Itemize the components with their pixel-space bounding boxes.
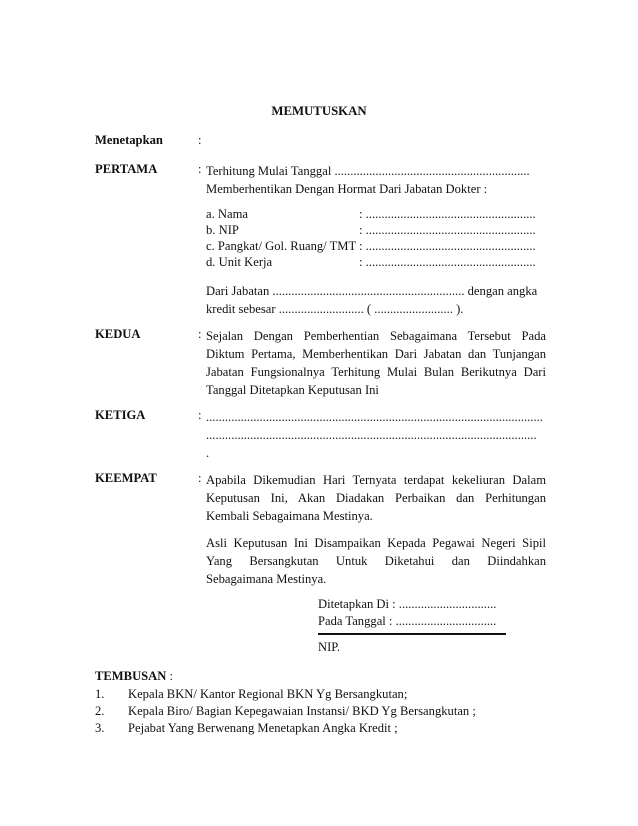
field-nama-label: a. Nama: [206, 207, 248, 221]
field-unit-kerja-label: d. Unit Kerja: [206, 255, 273, 269]
field-nip-label: b. NIP: [206, 223, 239, 237]
keempat-para2-line-3: Sebagaimana Mestinya.: [206, 572, 327, 586]
tembusan-label: TEMBUSAN: [95, 669, 167, 683]
ketiga-line-3: .: [206, 446, 210, 460]
kedua-line-2: Diktum Pertama, Memberhentikan Dari Jabatan dan Tunjangan: [206, 347, 546, 361]
jabatan-line-2: kredit sebesar ........................... ( ......................... ).: [206, 302, 464, 316]
pertama-label: PERTAMA: [95, 162, 158, 176]
keempat-para2-line-2: Yang Bersangkutan Untuk Diketahui dan Diindahkan: [206, 554, 546, 568]
tembusan-item-1: Kepala BKN/ Kantor Regional BKN Yg Bersangkutan;: [128, 687, 408, 701]
pertama-colon: :: [198, 162, 202, 176]
field-nama-value: : ......................................................: [359, 207, 536, 221]
field-nip-value: : ......................................................: [359, 223, 536, 237]
field-pangkat-label: c. Pangkat/ Gol. Ruang/ TMT: [206, 239, 357, 253]
document-title: MEMUTUSKAN: [271, 104, 367, 118]
kedua-colon: :: [198, 327, 202, 341]
nip-label: NIP.: [318, 640, 341, 654]
ketiga-line-1: ...........................................................................................................: [206, 410, 543, 424]
tembusan-num-3: 3.: [95, 721, 105, 735]
kedua-line-3: Jabatan Fungsionalnya Terhitung Mulai Bulan Berikutnya Dari: [206, 365, 546, 379]
pada-tanggal: Pada Tanggal : ................................: [318, 614, 497, 628]
tembusan-heading: [95, 669, 173, 684]
field-unit-kerja-value: : ......................................................: [359, 255, 536, 269]
field-pangkat-value: : ......................................................: [359, 239, 536, 253]
kedua-line-1: Sejalan Dengan Pemberhentian Sebagaimana Tersebut Pada: [206, 329, 546, 343]
ketiga-colon: :: [198, 408, 202, 422]
menetapkan-colon: :: [198, 133, 202, 147]
ketiga-line-2: .........................................................................................................: [206, 428, 537, 442]
ketiga-label: KETIGA: [95, 408, 146, 422]
kedua-line-4: Tanggal Ditetapkan Keputusan Ini: [206, 383, 379, 397]
jabatan-line-1: Dari Jabatan ............................................................. dengan angka: [206, 284, 538, 298]
keempat-colon: :: [198, 471, 202, 485]
signature-line: [318, 633, 506, 635]
tembusan-item-2: Kepala Biro/ Bagian Kepegawaian Instansi/ BKD Yg Bersangkutan ;: [128, 704, 476, 718]
keempat-para1-line-1: Apabila Dikemudian Hari Ternyata terdapat kekeliuran Dalam: [206, 473, 546, 487]
tembusan-num-2: 2.: [95, 704, 105, 718]
pertama-line-1: Terhitung Mulai Tanggal ..............................................................: [206, 164, 530, 178]
menetapkan-label: Menetapkan: [95, 133, 163, 147]
tembusan-colon: :: [166, 669, 174, 683]
ditetapkan-di: Ditetapkan Di : ...............................: [318, 597, 497, 611]
keempat-para2-line-1: Asli Keputusan Ini Disampaikan Kepada Pegawai Negeri Sipil: [206, 536, 546, 550]
pertama-line-2: Memberhentikan Dengan Hormat Dari Jabatan Dokter :: [206, 182, 488, 196]
kedua-label: KEDUA: [95, 327, 141, 341]
keempat-para1-line-3: Kembali Sebagaimana Mestinya.: [206, 509, 373, 523]
keempat-label: KEEMPAT: [95, 471, 157, 485]
tembusan-num-1: 1.: [95, 687, 105, 701]
tembusan-item-3: Pejabat Yang Berwenang Menetapkan Angka Kredit ;: [128, 721, 398, 735]
keempat-para1-line-2: Keputusan Ini, Akan Diadakan Perbaikan dan Perhitungan: [206, 491, 546, 505]
